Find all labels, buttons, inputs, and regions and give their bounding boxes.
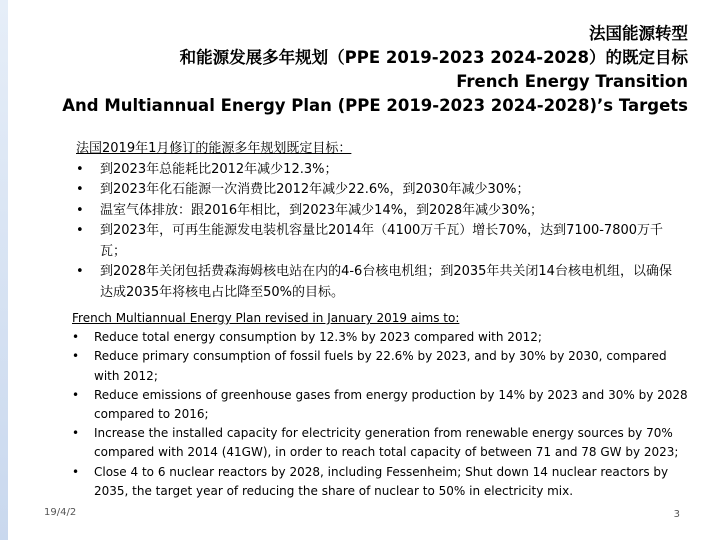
bullet-icon: • — [72, 349, 80, 364]
zh-bullet-item — [76, 160, 676, 181]
bullet-icon: • — [76, 161, 84, 177]
en-bullet-text: Reduce primary consumption of fossil fuels by 22.6% by 2023, and by 30% by 2030, compared with 2012; — [94, 349, 667, 383]
bullet-icon: • — [72, 426, 80, 441]
footer-date: 19/4/2 — [44, 507, 77, 518]
bullet-icon: • — [72, 330, 80, 345]
title-zh-line2: 和能源发展多年规划（PPE 2019-2023 2024-2028）的既定目标 — [179, 48, 688, 67]
zh-bullet-item — [76, 180, 676, 201]
page-number: 3 — [673, 509, 680, 520]
zh-bullet-text: 到2023年总能耗比2012年减少12.3%； — [100, 161, 338, 177]
zh-bullet-text: 温室气体排放：跟2016年相比，到2023年减少14%，到2028年减少30%； — [100, 202, 544, 218]
zh-bullet-text: 到2023年化石能源一次消费比2012年减少22.6%，到2030年减少30%； — [100, 182, 530, 197]
en-bullet-list — [72, 328, 692, 501]
en-bullet-item — [72, 328, 692, 347]
en-bullet-text: Reduce total energy consumption by 12.3% by 2023 compared with 2012; — [94, 330, 542, 345]
chinese-targets-section — [76, 139, 676, 303]
bullet-icon: • — [76, 223, 84, 238]
bullet-icon: • — [76, 264, 84, 279]
bullet-icon: • — [72, 464, 80, 479]
bullet-icon: • — [76, 202, 84, 218]
english-targets-section — [72, 309, 692, 501]
zh-bullet-text: 到2023年，可再生能源发电装机容量比2014年（4100万千瓦）增长70%，达到7100-7800万千瓦； — [100, 223, 664, 259]
zh-bullet-item — [76, 201, 676, 222]
en-bullet-item — [72, 463, 692, 501]
en-bullet-item — [72, 347, 692, 385]
zh-intro-text: 法国2019年1月修订的能源多年规划既定目标： — [76, 141, 352, 156]
en-bullet-text: Reduce emissions of greenhouse gases from energy production by 14% by 2023 and 30% by 2028 compared to 2016; — [94, 387, 688, 422]
en-bullet-text: Increase the installed capacity for electricity generation from renewable energy sources by 70% compared with 2014 (41GW), in order to reach total capacity of between 71 and 78 GW by 2023; — [94, 426, 679, 460]
title-en-line2: And Multiannual Energy Plan (PPE 2019-2023 2024-2028)’s Targets — [62, 96, 688, 115]
title-en-line1: French Energy Transition — [456, 72, 688, 91]
zh-bullet-item — [76, 221, 676, 262]
en-bullet-item — [72, 424, 692, 462]
zh-bullet-text: 到2028年关闭包括费森海姆核电站在内的4-6台核电机组；到2035年共关闭14台核电机组，以确保达成2035年将核电占比降至50%的目标。 — [100, 264, 672, 300]
en-bullet-item — [72, 386, 692, 424]
en-intro-text: French Multiannual Energy Plan revised in January 2019 aims to: — [72, 311, 460, 325]
en-bullet-text: Close 4 to 6 nuclear reactors by 2028, including Fessenheim; Shut down 14 nuclear reactors by 2035, the target year of reducing the share of nuclear to 50% in electricity mix. — [94, 464, 669, 498]
bullet-icon: • — [76, 182, 84, 197]
title-zh-line1: 法国能源转型 — [589, 24, 688, 43]
bullet-icon: • — [72, 387, 80, 402]
slide-title — [62, 22, 688, 118]
zh-bullet-item — [76, 262, 676, 303]
left-decorative-band — [0, 0, 8, 540]
zh-bullet-list — [76, 160, 676, 304]
